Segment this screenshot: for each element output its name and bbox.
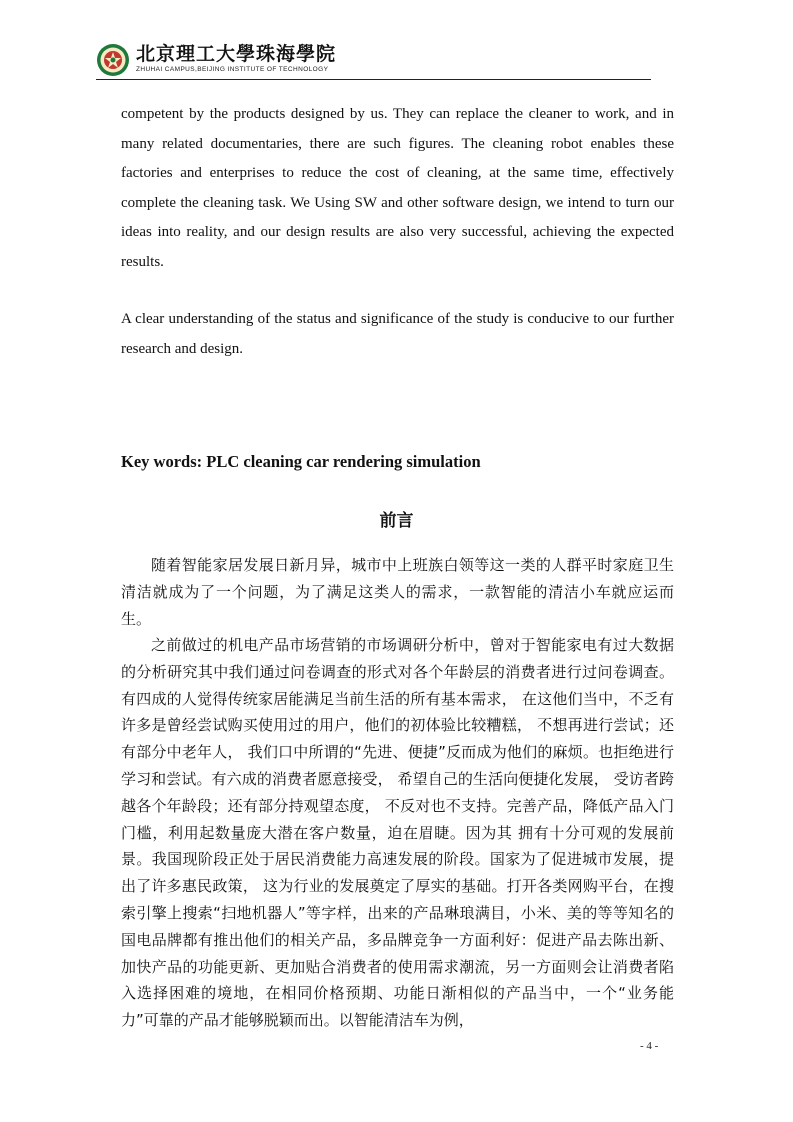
preface-paragraph-1: 随着智能家居发展日新月异，城市中上班族白领等这一类的人群平时家庭卫生清洁就成为了一个问题，为了满足这类人的需求，一款智能的清洁小车就应运而生。 [121, 556, 674, 628]
page-number: - 4 - [640, 1040, 659, 1052]
school-name-en: ZHUHAI CAMPUS,BEIJING INSTITUTE OF TECHNOLOGY [136, 66, 329, 73]
keywords-line: Key words: PLC cleaning car rendering simulation [121, 452, 481, 471]
preface-title: 前言 [379, 511, 414, 531]
abstract-paragraph-2: A clear understanding of the status and significance of the study is conducive to our further research and design. [121, 311, 674, 357]
school-name-cn: 北京理工大學珠海學院 [136, 43, 337, 65]
header-divider [96, 79, 651, 80]
page-header [96, 40, 651, 82]
preface-paragraph-2: 之前做过的机电产品市场营销的市场调研分析中，曾对于智能家电有过大数据的分析研究其中我们通过问卷调查的形式对各个年龄层的消费者进行过问卷调查。有四成的人觉得传统家居能满足当前生活的所有基本需求， 在这他们当中，不乏有许多是曾经尝试购买使用过的用户，他们的初体验比较糟糕， 不想再进行尝试；还有部分中老年人， 我们口中所谓的“先进、便捷”反而成为他们的麻烦。也拒绝进行学习和尝试。有六成的消费者愿意接受， 希望自己的生活向便捷化发展， 受访者跨越各个年龄段；还有部分持观望态度， 不反对也不支持。完善产品，降低产品入门门槛，利用起数量庞大潜在客户数量，迫在眉睫。因为其 拥有十分可观的发展前景。我国现阶段正处于居民消费能力高速发展的阶段。国家为了促进城市发展，提出了许多惠民政策， 这为行业的发展奠定了厚实的基础。打开各类网购平台，在搜索引擎上搜索“扫地机器人”等字样，出来的产品琳琅满目，小米、美的等等知名的国电品牌都有推出他们的相关产品，多品牌竞争一方面利好：促进产品去陈出新、加快产品的功能更新、更加贴合消费者的使用需求潮流，另一方面则会让消费者陷入选择困难的境地，在相同价格预期、功能日渐相似的产品当中，一个“业务能力”可靠的产品才能够脱颖而出。以智能清洁车为例， [121, 636, 674, 1030]
university-seal-icon [96, 43, 130, 77]
abstract-paragraph-1: competent by the products designed by us. They can replace the cleaner to work, and in many related documentaries, there are such figures. The cleaning robot enables these factories and enterprises to reduce the cost of cleaning, at the same time, effectively complete the cleaning task. We Using SW and other software design, we intend to turn our ideas into reality, and our design results are also very successful, achieving the expected results. [121, 106, 674, 270]
